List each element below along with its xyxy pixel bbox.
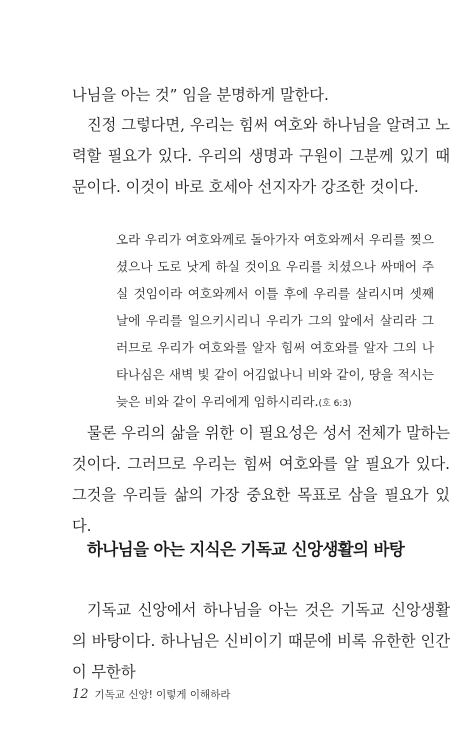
- paragraph-hosea-intro: 진정 그렇다면, 우리는 힘써 여호와 하나님을 알려고 노력할 필요가 있다. 우리의 생명과 구원이 그분께 있기 때문이다. 이것이 바로 호세아 선지자가 강조한 것이다.: [72, 116, 450, 196]
- scripture-quote-text: 오라 우리가 여호와께로 돌아가자 여호와께서 우리를 찢으셨으나 도로 낫게 하실 것이요 우리를 치셨으나 싸매어 주실 것임이라 여호와께서 이틀 후에 우리를 살리시며 셋째 날에 우리를 일으키시리니 우리가 그의 앞에서 살리라 그러므로 우리가 여호와를 알자 힘써 여호와를 알자 그의 나타나심은 새벽 빛 같이 어김없나니 비와 같이, 땅을 적시는 늦은 비와 같이 우리에게 임하시리라.: [116, 232, 434, 409]
- running-title: 기독교 신앙! 이렇게 이해하라: [94, 689, 231, 701]
- paragraph-continued: 나님을 아는 것” 임을 분명하게 말한다.: [72, 86, 329, 104]
- scripture-reference: (호 6:3): [318, 399, 352, 409]
- page-number: 12: [72, 687, 89, 702]
- scripture-quote: [116, 226, 434, 418]
- paragraph-necessity: 물론 우리의 삶을 위한 이 필요성은 성서 전체가 말하는 것이다. 그러므로 우리는 힘써 여호와를 알 필요가 있다. 그것을 우리들 삶의 가장 중요한 목표로 삼을 필요가 있다.: [72, 424, 450, 535]
- paragraph-foundation: 기독교 신앙에서 하나님을 아는 것은 기독교 신앙생활의 바탕이다. 하나님은 신비이기 때문에 비록 유한한 인간이 무한하: [72, 601, 450, 681]
- section-heading: 하나님을 아는 지식은 기독교 신앙생활의 바탕: [87, 540, 405, 559]
- page-footer: [72, 687, 231, 702]
